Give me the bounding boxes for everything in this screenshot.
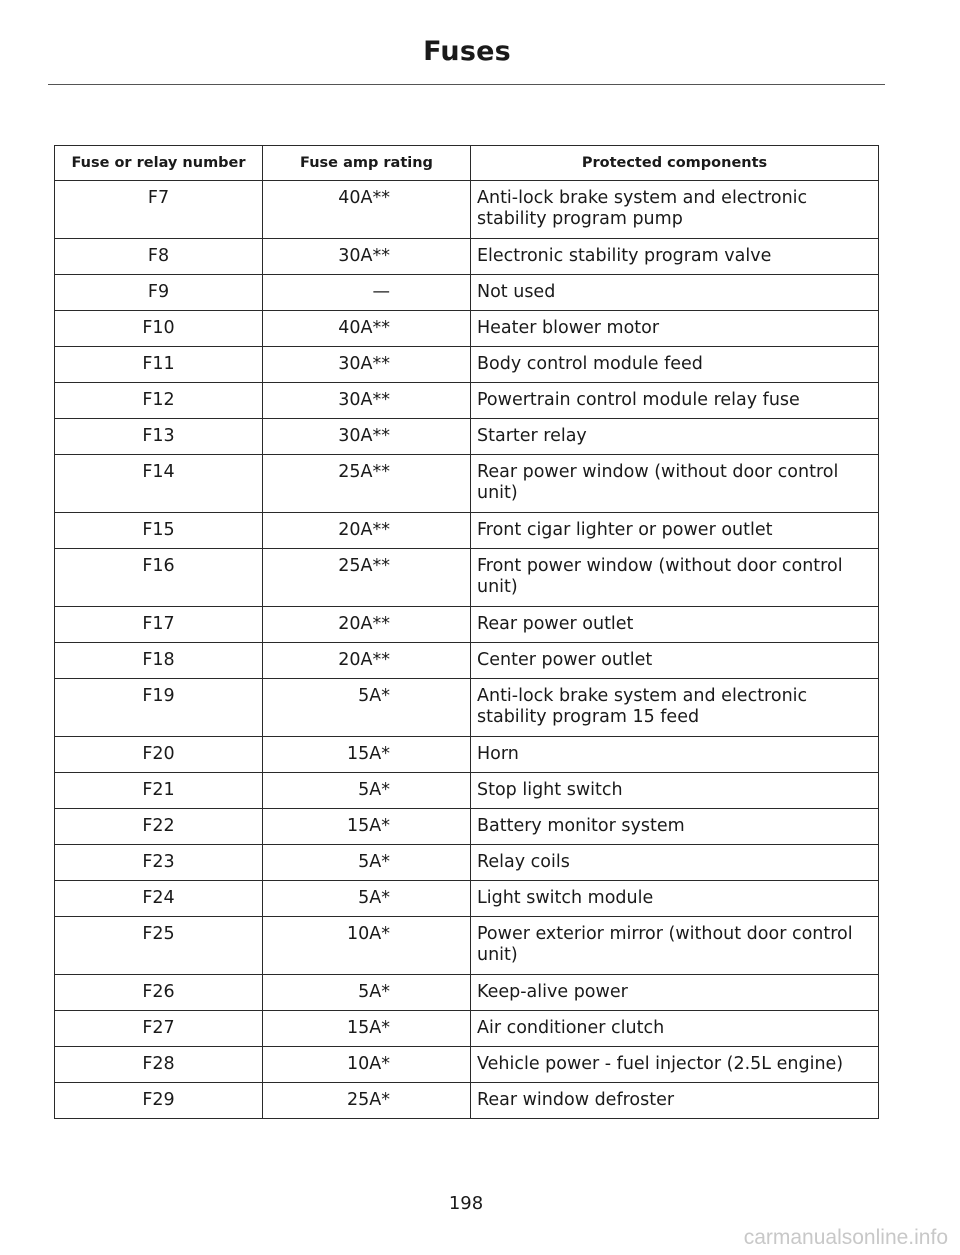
table-row (55, 917, 879, 975)
table-row (55, 383, 879, 419)
protected-components-cell: Stop light switch (471, 773, 879, 809)
fuse-number-cell: F18 (55, 643, 263, 679)
table-row (55, 311, 879, 347)
table-row (55, 239, 879, 275)
fuse-number-cell: F8 (55, 239, 263, 275)
amp-rating-cell: 15A* (263, 737, 471, 773)
fuse-number-cell: F24 (55, 881, 263, 917)
amp-rating-cell: 5A* (263, 881, 471, 917)
fuse-number-cell: F13 (55, 419, 263, 455)
table-row (55, 737, 879, 773)
protected-components-cell: Electronic stability program valve (471, 239, 879, 275)
fuse-number-cell: F10 (55, 311, 263, 347)
fuse-table-body (55, 181, 879, 1119)
amp-rating-cell: 20A** (263, 513, 471, 549)
protected-components-cell: Air conditioner clutch (471, 1011, 879, 1047)
table-row (55, 881, 879, 917)
amp-rating-cell: 5A* (263, 845, 471, 881)
protected-components-cell: Center power outlet (471, 643, 879, 679)
protected-components-cell: Starter relay (471, 419, 879, 455)
table-row (55, 275, 879, 311)
protected-components-cell: Anti-lock brake system and electronic stability program pump (471, 181, 879, 239)
protected-components-cell: Light switch module (471, 881, 879, 917)
protected-components-cell: Rear window defroster (471, 1083, 879, 1119)
amp-rating-cell: 25A** (263, 549, 471, 607)
fuse-number-cell: F20 (55, 737, 263, 773)
protected-components-cell: Front cigar lighter or power outlet (471, 513, 879, 549)
watermark: carmanualsonline.info (743, 1226, 948, 1249)
amp-rating-cell: 25A** (263, 455, 471, 513)
amp-rating-cell: 15A* (263, 809, 471, 845)
protected-components-cell: Anti-lock brake system and electronic stability program 15 feed (471, 679, 879, 737)
fuse-number-cell: F9 (55, 275, 263, 311)
amp-rating-cell: 25A* (263, 1083, 471, 1119)
fuse-number-cell: F22 (55, 809, 263, 845)
fuse-number-cell: F26 (55, 975, 263, 1011)
protected-components-cell: Heater blower motor (471, 311, 879, 347)
protected-components-cell: Rear power window (without door control unit) (471, 455, 879, 513)
amp-rating-cell: 30A** (263, 383, 471, 419)
amp-rating-cell: 5A* (263, 679, 471, 737)
fuse-number-cell: F7 (55, 181, 263, 239)
amp-rating-cell: 20A** (263, 643, 471, 679)
amp-rating-cell: 30A** (263, 239, 471, 275)
amp-rating-cell: 10A* (263, 917, 471, 975)
protected-components-cell: Battery monitor system (471, 809, 879, 845)
protected-components-cell: Vehicle power - fuel injector (2.5L engine) (471, 1047, 879, 1083)
table-row (55, 1083, 879, 1119)
amp-rating-cell: 40A** (263, 181, 471, 239)
protected-components-cell: Power exterior mirror (without door control unit) (471, 917, 879, 975)
fuse-number-cell: F27 (55, 1011, 263, 1047)
fuse-number-cell: F28 (55, 1047, 263, 1083)
table-row (55, 513, 879, 549)
table-header-row (55, 146, 879, 181)
table-row (55, 643, 879, 679)
table-row (55, 773, 879, 809)
table-row (55, 419, 879, 455)
table-row (55, 455, 879, 513)
amp-rating-cell: 15A* (263, 1011, 471, 1047)
fuse-number-cell: F14 (55, 455, 263, 513)
fuse-number-cell: F23 (55, 845, 263, 881)
title-divider (48, 84, 885, 85)
protected-components-cell: Relay coils (471, 845, 879, 881)
fuse-number-cell: F15 (55, 513, 263, 549)
protected-components-cell: Front power window (without door control unit) (471, 549, 879, 607)
table-row (55, 549, 879, 607)
header-fuse-number: Fuse or relay number (55, 146, 263, 181)
fuse-number-cell: F12 (55, 383, 263, 419)
fuse-number-cell: F19 (55, 679, 263, 737)
amp-rating-cell: 5A* (263, 975, 471, 1011)
table-row (55, 975, 879, 1011)
amp-rating-cell: — (263, 275, 471, 311)
table-row (55, 809, 879, 845)
table-row (55, 1047, 879, 1083)
fuse-table (54, 145, 879, 1119)
amp-rating-cell: 30A** (263, 347, 471, 383)
fuse-number-cell: F21 (55, 773, 263, 809)
protected-components-cell: Rear power outlet (471, 607, 879, 643)
table-row (55, 679, 879, 737)
header-amp-rating: Fuse amp rating (263, 146, 471, 181)
fuse-number-cell: F29 (55, 1083, 263, 1119)
protected-components-cell: Not used (471, 275, 879, 311)
table-row (55, 181, 879, 239)
table-row (55, 347, 879, 383)
protected-components-cell: Horn (471, 737, 879, 773)
table-row (55, 845, 879, 881)
protected-components-cell: Powertrain control module relay fuse (471, 383, 879, 419)
page-number: 198 (448, 1193, 484, 1214)
fuse-number-cell: F25 (55, 917, 263, 975)
protected-components-cell: Body control module feed (471, 347, 879, 383)
amp-rating-cell: 5A* (263, 773, 471, 809)
protected-components-cell: Keep-alive power (471, 975, 879, 1011)
header-protected-components: Protected components (471, 146, 879, 181)
fuse-number-cell: F11 (55, 347, 263, 383)
fuse-number-cell: F16 (55, 549, 263, 607)
amp-rating-cell: 30A** (263, 419, 471, 455)
amp-rating-cell: 20A** (263, 607, 471, 643)
page-title: Fuses (423, 36, 511, 67)
amp-rating-cell: 40A** (263, 311, 471, 347)
table-row (55, 607, 879, 643)
amp-rating-cell: 10A* (263, 1047, 471, 1083)
table-row (55, 1011, 879, 1047)
fuse-number-cell: F17 (55, 607, 263, 643)
